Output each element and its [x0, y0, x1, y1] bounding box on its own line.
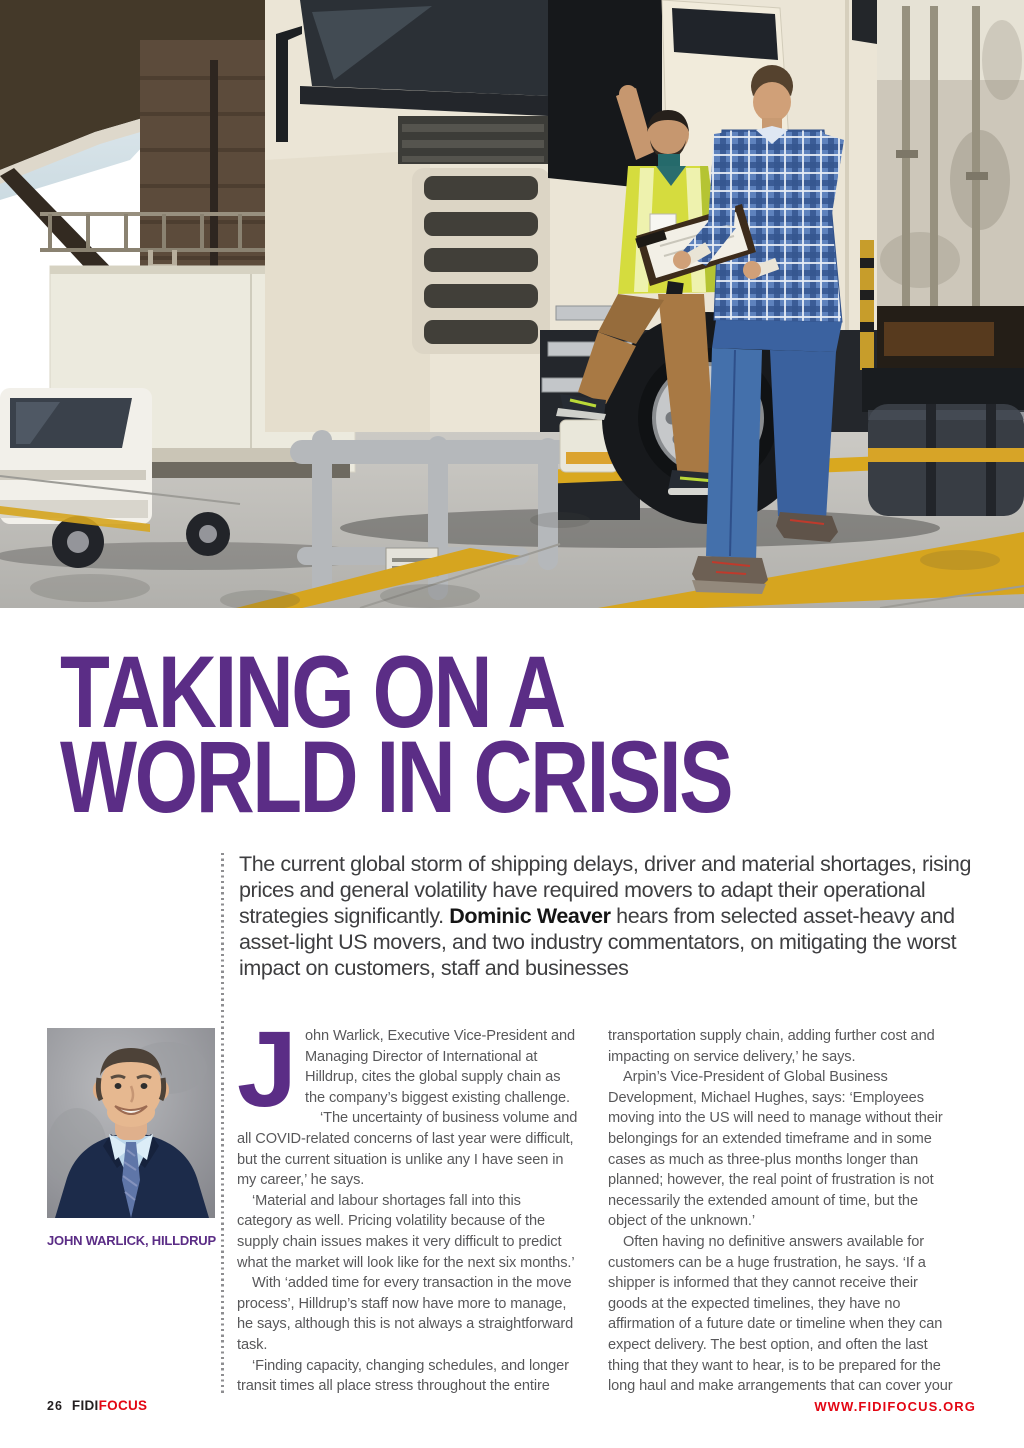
standfirst — [239, 851, 981, 981]
author-name: Dominic Weaver — [449, 904, 611, 928]
paragraph: With ‘added time for every transaction in the move process’, Hilldrup’s staff now have more to manage, he says, although this is not always a straightforward task. — [237, 1275, 574, 1353]
paragraph: transportation supply chain, adding further cost and impacting on service delivery,’ he says. — [608, 1028, 935, 1065]
page-number: 26 — [47, 1399, 63, 1413]
trailer-right — [860, 0, 1024, 516]
hero-photo — [0, 0, 1024, 608]
paragraph-text: ohn Warlick, Executive Vice-President and Managing Director of International at Hilldrup, cites the global supply chain as the company’s biggest existing challenge. — [305, 1028, 576, 1106]
paragraph: Arpin’s Vice-President of Global Business Development, Michael Hughes, says: ‘Employees moving into the US will need to manage without their belongings for an extended timeframe and in some cases as much as three-plus months longer than planned; however, the real point of frustration is not necessarily the extended amount of time, but the object of the unknown.’ — [608, 1069, 943, 1230]
standfirst-text-1: The current global storm of shipping delays, driver and material shortages, rising prices and general volatility have required movers to adapt their operational strategies significantly. — [239, 852, 972, 928]
brand-fidi: FIDI — [71, 1398, 99, 1413]
headline-line2: WORLD IN CRISIS — [60, 720, 732, 834]
brand-focus: FOCUS — [98, 1398, 148, 1413]
paragraph: ‘Material and labour shortages fall into this category as well. Pricing volatility because of the supply chain issues makes it very difficult to predict what the market will look like for the next six months.’ — [237, 1192, 575, 1271]
portrait-illustration — [47, 1028, 215, 1218]
footer-website-link[interactable]: WWW.FIDIFOCUS.ORG — [814, 1399, 976, 1414]
paragraph: ‘Finding capacity, changing schedules, and longer transit times all place stress throughout the entire — [237, 1357, 569, 1395]
hero-photo-illustration — [0, 0, 1024, 608]
headline-line1: TAKING ON A — [60, 635, 564, 749]
portrait-caption: JOHN WARLICK, HILLDRUP — [47, 1233, 216, 1248]
portrait-photo — [47, 1028, 215, 1218]
footer-left — [47, 1398, 147, 1413]
paragraph: ‘The uncertainty of business volume and all COVID-related concerns of last year were difficult, but the current situation is unlike any I have seen in my career,’ he says. — [237, 1110, 578, 1189]
drop-cap: J — [237, 1008, 297, 1129]
body-column-1 — [237, 1008, 579, 1397]
paragraph: Often having no definitive answers available for customers can be a huge frustration, he says. ‘If a shipper is informed that they cannot receive their goods at the expected timelines, they have no affirmation of a future date or timeline when they can expect delivery. The best option, and often the last thing that they want to hear, is to be prepared for the long haul and make arrangements that can cover your — [608, 1233, 953, 1395]
portrait-column — [47, 1028, 237, 1248]
article-headline — [60, 635, 899, 834]
standfirst-text-2: hears from selected asset-heavy and asset-light US movers, and two industry commentators, on mitigating the worst impact on customers, staff and businesses — [239, 904, 957, 980]
paragraph — [237, 1008, 579, 1129]
body-column-2 — [608, 1026, 956, 1397]
